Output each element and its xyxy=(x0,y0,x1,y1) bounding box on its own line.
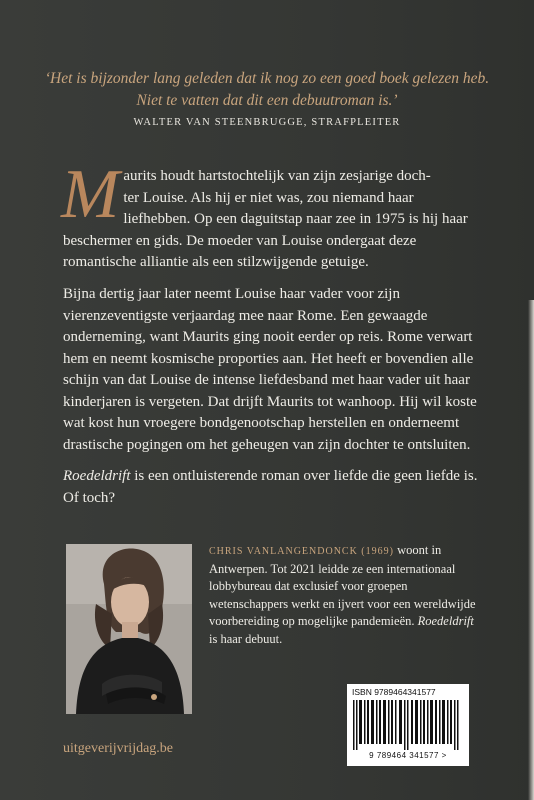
blurb-paragraph-3 xyxy=(63,466,478,509)
book-title-italic: Roedeldrift xyxy=(63,468,131,484)
author-name: CHRIS VANLANGENDONCK (1969) xyxy=(209,546,394,557)
publisher-url[interactable]: uitgeverijvrijdag.be xyxy=(63,741,174,756)
author-bio xyxy=(209,542,477,649)
barcode-bars xyxy=(351,700,465,750)
review-quote xyxy=(40,68,494,112)
blurb-paragraph-2: Bijna dertig jaar later neemt Louise haar vader voor zijn vierenzeventigste verjaardag mee naar Rome. Een gewaagde onderneming, want Maurits ging nooit eerder op reis. Rome verwart hem en neemt kosmische proporties aan. Het heeft er bovendien alle schijn van dat Louise de intense liefdesband met haar vader uit haar kinderjaren is vergeten. Dat drijft Maurits tot wanhoop. Hij wil koste wat kost hun vroegere bondgenootschap herstellen en onderneemt drastische pogingen om het geheugen van zijn dochter te ontsluiten. xyxy=(63,286,477,453)
page-edge xyxy=(528,300,534,800)
drop-cap: M xyxy=(61,156,120,233)
blurb-p1-rest: liefhebben. Op een daguitstap naar zee in 1975 is hij haar beschermer en gids. De moeder van Louise ondergaat deze romantische alliantie als een stilzwijgende getuige. xyxy=(63,211,468,270)
author-bio-title: Roedeldrift xyxy=(417,614,474,629)
blurb-paragraph-1 xyxy=(61,156,478,274)
quote-line-2: Niet te vatten dat dit een debuutroman is.’ xyxy=(136,92,398,109)
isbn-label: ISBN 9789464341577 xyxy=(352,687,436,697)
author-bio-text-1: woont in Antwerpen. Tot 2021 leidde ze een internationaal lobbybureau dat exclusief voor groepen wetenschappers werkt en ijvert voor een wereldwijde voorbereiding op mogelijke pandemieën. xyxy=(209,543,476,629)
blurb-p1-line2: ter Louise. Als hij er niet was, zou niemand haar xyxy=(123,189,414,206)
isbn-barcode xyxy=(347,684,469,766)
author-photo xyxy=(66,544,192,714)
author-bio-text-2: is haar debuut. xyxy=(209,631,283,646)
blurb-p3-rest: is een ontluisterende roman over liefde die geen liefde is. Of toch? xyxy=(63,468,478,506)
quote-line-1: ‘Het is bijzonder lang geleden dat ik nog zo een goed boek gelezen heb. xyxy=(44,70,490,87)
blurb-p1-line1: aurits houdt hartstochtelijk van zijn zesjarige doch- xyxy=(123,168,431,184)
quote-author: WALTER VAN STEENBRUGGE, STRAFPLEITER xyxy=(133,117,401,128)
barcode-digits: 9 789464 341577 > xyxy=(369,751,447,760)
